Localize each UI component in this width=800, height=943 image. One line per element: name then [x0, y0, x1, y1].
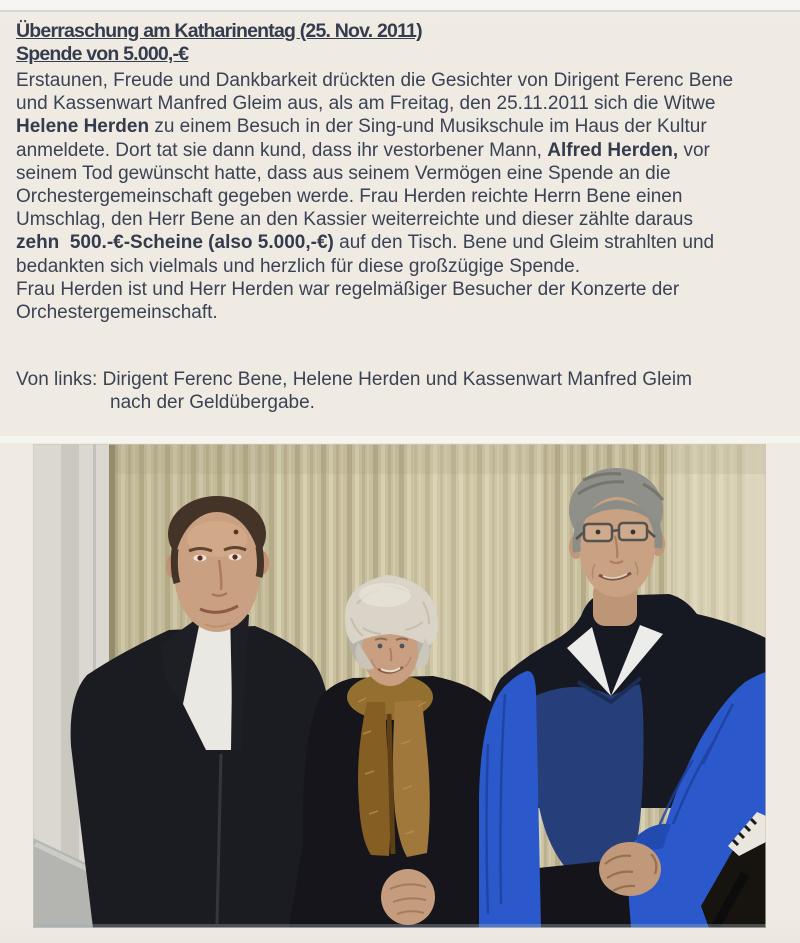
scan-streak-artifact: [0, 436, 800, 443]
body-line: Helene Herden zu einem Besuch in der Sing-und Musikschule im Haus der Kultur: [16, 116, 707, 138]
body-line: und Kassenwart Manfred Gleim aus, als am Freitag, den 25.11.2011 sich die Witwe: [16, 93, 716, 115]
body-line: anmeldete. Dort tat sie dann kund, dass ihr vestorbener Mann, Alfred Herden, vor: [16, 139, 710, 161]
body-line: Umschlag, den Herr Bene an den Kassier weiterreichte und dieser zählte daraus: [16, 209, 693, 231]
body-line: Orchestergemeinschaft gegeben werde. Frau Herden reichte Herrn Bene einen: [16, 186, 683, 208]
photo: [33, 444, 766, 928]
scan-edge-artifact: [0, 0, 800, 12]
body-line: Erstaunen, Freude und Dankbarkeit drückten die Gesichter von Dirigent Ferenc Bene: [16, 70, 734, 91]
photo-caption: [16, 368, 796, 414]
photo-caption-line2: nach der Geldübergabe.: [110, 392, 315, 414]
body-line: seinem Tod gewünscht hatte, dass aus seinem Vermögen eine Spende an die: [16, 162, 671, 184]
article-subtitle: Spende von 5.000,-€: [16, 43, 189, 65]
photo-illustration: [33, 444, 766, 928]
body-line: zehn 500.-€-Scheine (also 5.000,-€) auf den Tisch. Bene und Gleim strahlten und: [16, 232, 715, 254]
article-body: [16, 69, 796, 324]
photo-caption-line1: Von links: Dirigent Ferenc Bene, Helene Herden und Kassenwart Manfred Gleim: [16, 369, 692, 391]
body-line: Orchestergemeinschaft.: [16, 302, 218, 324]
article-title: Überraschung am Katharinentag (25. Nov. 2011): [16, 20, 422, 42]
body-line: Frau Herden ist und Herr Herden war regelmäßiger Besucher der Konzerte der: [16, 278, 680, 300]
article: [16, 20, 796, 414]
body-line: bedankten sich vielmals und herzlich für diese großzügige Spende.: [16, 255, 580, 277]
